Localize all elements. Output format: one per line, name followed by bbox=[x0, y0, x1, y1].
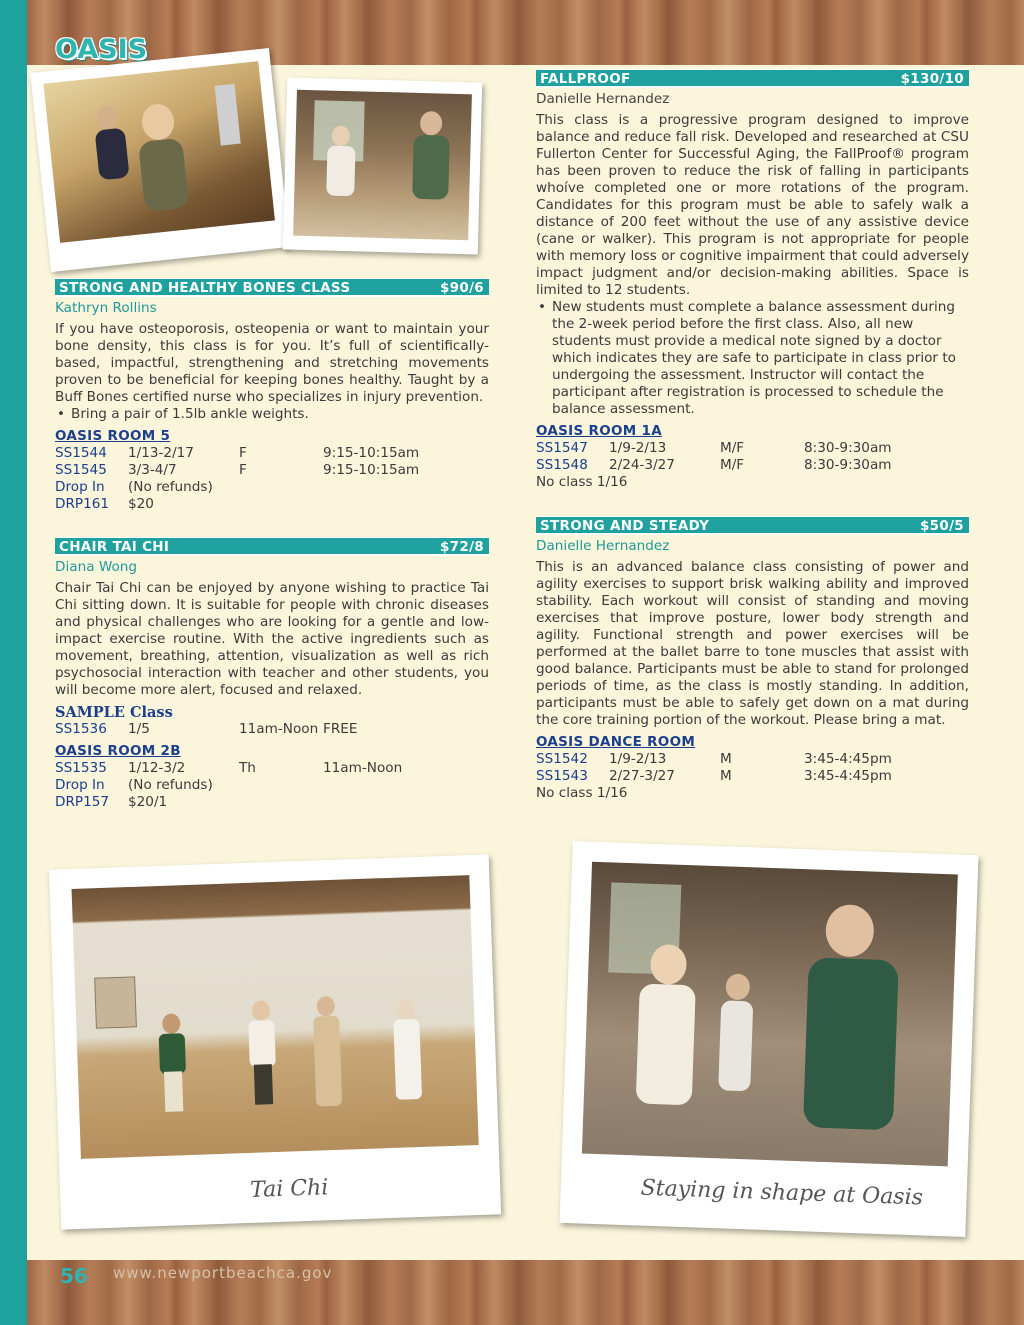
schedule-row bbox=[55, 445, 489, 462]
course-code[interactable]: SS1542 bbox=[536, 751, 588, 767]
course-dates: 1/9-2/13 bbox=[609, 751, 667, 767]
side-accent-bar bbox=[0, 0, 27, 1325]
right-column bbox=[536, 69, 969, 802]
fallproof-note: No class 1/16 bbox=[536, 474, 628, 490]
fallproof-price: $130/10 bbox=[900, 71, 964, 87]
course-code[interactable]: Drop In bbox=[55, 777, 105, 793]
fallproof-description: This class is a progressive program designed to improve balance and reduce fall risk. Developed and researched at CSU Fullerton Center for Successful Aging, the FallProof® program has been proven to reduce the risk of falling in participants whoíve completed one or more rotations of the program. Candidates for this program must be able to safely walk a distance of 200 feet without the use of any assistive device (cane or walker). This program is not appropriate for people with memory loss or cognitive impairment that could adversely impact judgment and/or decision-making abilities. Space is limited to 12 students. bbox=[536, 112, 969, 298]
steady-title: STRONG AND STEADY bbox=[540, 518, 710, 534]
course-code[interactable]: SS1536 bbox=[55, 721, 107, 737]
fallproof-header bbox=[536, 69, 969, 88]
steady-instructor: Danielle Hernandez bbox=[536, 538, 670, 554]
course-fee: FREE bbox=[323, 721, 358, 737]
photo-exercise-class-1 bbox=[30, 48, 290, 272]
course-dates: (No refunds) bbox=[128, 777, 213, 793]
course-time: 11am-Noon bbox=[323, 760, 403, 776]
schedule-row bbox=[55, 794, 489, 811]
section-logo: OASIS bbox=[55, 34, 148, 65]
course-code[interactable]: SS1545 bbox=[55, 462, 107, 478]
course-time: 8:30-9:30am bbox=[804, 440, 892, 456]
schedule-row bbox=[55, 760, 489, 777]
schedule-row bbox=[536, 440, 969, 457]
bones-description: If you have osteoporosis, osteopenia or want to maintain your bone density, this class is for you. It’s full of scientifically-based, impactful, strengthening and stretching movements proven to be beneficial for keeping bones healthy. Taught by a Buff Bones certified nurse who specializes in injury prevention. bbox=[55, 321, 489, 405]
sample-class-label: SAMPLE Class bbox=[55, 704, 173, 721]
course-days: Th bbox=[239, 760, 256, 776]
course-code[interactable]: DRP157 bbox=[55, 794, 110, 810]
course-dates: 1/13-2/17 bbox=[128, 445, 194, 461]
course-time: 3:45-4:45pm bbox=[804, 751, 892, 767]
bones-class-price: $90/6 bbox=[439, 280, 484, 296]
schedule-row bbox=[536, 768, 969, 785]
course-dates: 3/3-4/7 bbox=[128, 462, 177, 478]
bones-class-header bbox=[55, 278, 489, 297]
course-code[interactable]: DRP161 bbox=[55, 496, 110, 512]
course-days: F bbox=[239, 462, 247, 478]
course-days: M/F bbox=[720, 440, 745, 456]
taichi-class-title: CHAIR TAI CHI bbox=[59, 539, 170, 555]
schedule-row bbox=[55, 496, 489, 513]
course-dates: 1/5 bbox=[128, 721, 150, 737]
fallproof-instructor: Danielle Hernandez bbox=[536, 91, 670, 107]
bones-class-title: STRONG AND HEALTHY BONES CLASS bbox=[59, 280, 351, 296]
fallproof-bullet: • New students must complete a balance assessment during the 2-week period before the first class. Also, all new students must provide a medical note signed by a doctor which indicates they are safe to participate in class prior to undergoing the assessment. Instructor will contact the participant after registration is processed to schedule the balance assessment. bbox=[536, 299, 969, 418]
course-time: 8:30-9:30am bbox=[804, 457, 892, 473]
steady-price: $50/5 bbox=[919, 518, 964, 534]
sample-row bbox=[55, 721, 489, 738]
course-days: M bbox=[720, 751, 732, 767]
course-dates: 1/12-3/2 bbox=[128, 760, 186, 776]
course-days: M/F bbox=[720, 457, 745, 473]
steady-description: This is an advanced balance class consisting of power and agility exercises to support brisk walking ability and improved stability. Each workout will consist of standing and moving exercises that improve posture, lower body strength and agility. Functional strength and power exercises will be performed at the ballet barre to tone muscles that assist with good balance. Participants must be able to stand for prolonged periods of time, as the class is mostly standing. In addition, participants must be able to safely get down on a mat during the core training portion of the workout. Please bring a mat. bbox=[536, 559, 969, 728]
taichi-instructor: Diana Wong bbox=[55, 559, 138, 575]
course-time: 3:45-4:45pm bbox=[804, 768, 892, 784]
schedule-row bbox=[536, 457, 969, 474]
course-days: M bbox=[720, 768, 732, 784]
fallproof-room: OASIS ROOM 1A bbox=[536, 423, 662, 439]
course-dates: $20/1 bbox=[128, 794, 168, 810]
fallproof-title: FALLPROOF bbox=[540, 71, 631, 87]
taichi-class-header bbox=[55, 537, 489, 556]
schedule-row bbox=[55, 479, 489, 496]
course-dates: 2/27-3/27 bbox=[609, 768, 675, 784]
course-time: 9:15-10:15am bbox=[323, 445, 420, 461]
bones-instructor: Kathryn Rollins bbox=[55, 300, 157, 316]
course-dates: 1/9-2/13 bbox=[609, 440, 667, 456]
left-column bbox=[55, 278, 489, 811]
course-days: F bbox=[239, 445, 247, 461]
photo-tai-chi bbox=[49, 854, 501, 1229]
course-code[interactable]: SS1544 bbox=[55, 445, 107, 461]
course-code[interactable]: SS1543 bbox=[536, 768, 588, 784]
course-code[interactable]: SS1535 bbox=[55, 760, 107, 776]
caption-tai-chi: Tai Chi bbox=[249, 1175, 329, 1203]
bones-schedule bbox=[55, 445, 489, 513]
photo-exercise-class-2 bbox=[283, 77, 482, 254]
schedule-row bbox=[55, 462, 489, 479]
course-time: 9:15-10:15am bbox=[323, 462, 420, 478]
course-code[interactable]: SS1547 bbox=[536, 440, 588, 456]
schedule-row bbox=[55, 777, 489, 794]
taichi-description: Chair Tai Chi can be enjoyed by anyone wishing to practice Tai Chi sitting down. It is suitable for people with chronic diseases and physical challenges who are looking for a gentle and low-impact exercise routine. With the active ingredients such as movement, breathing, attention, visualization as well as rich psychosocial interaction with teacher and other students, you will become more alert, focused and relaxed. bbox=[55, 580, 489, 698]
bones-bullet: • Bring a pair of 1.5lb ankle weights. bbox=[55, 406, 489, 423]
taichi-room: OASIS ROOM 2B bbox=[55, 743, 181, 759]
course-code[interactable]: SS1548 bbox=[536, 457, 588, 473]
course-dates: $20 bbox=[128, 496, 154, 512]
bones-room: OASIS ROOM 5 bbox=[55, 428, 171, 444]
photo-staying-in-shape bbox=[559, 841, 978, 1237]
page-number: 56 bbox=[60, 1264, 88, 1288]
course-code[interactable]: Drop In bbox=[55, 479, 105, 495]
course-time: 11am-Noon bbox=[239, 721, 319, 737]
steady-note: No class 1/16 bbox=[536, 785, 628, 801]
course-dates: (No refunds) bbox=[128, 479, 213, 495]
taichi-class-price: $72/8 bbox=[439, 539, 484, 555]
schedule-row bbox=[536, 751, 969, 768]
website-link[interactable]: www.newportbeachca.gov bbox=[113, 1264, 333, 1282]
steady-room: OASIS DANCE ROOM bbox=[536, 734, 696, 750]
caption-staying-in-shape: Staying in shape at Oasis bbox=[640, 1175, 924, 1211]
course-dates: 2/24-3/27 bbox=[609, 457, 675, 473]
steady-header bbox=[536, 516, 969, 535]
